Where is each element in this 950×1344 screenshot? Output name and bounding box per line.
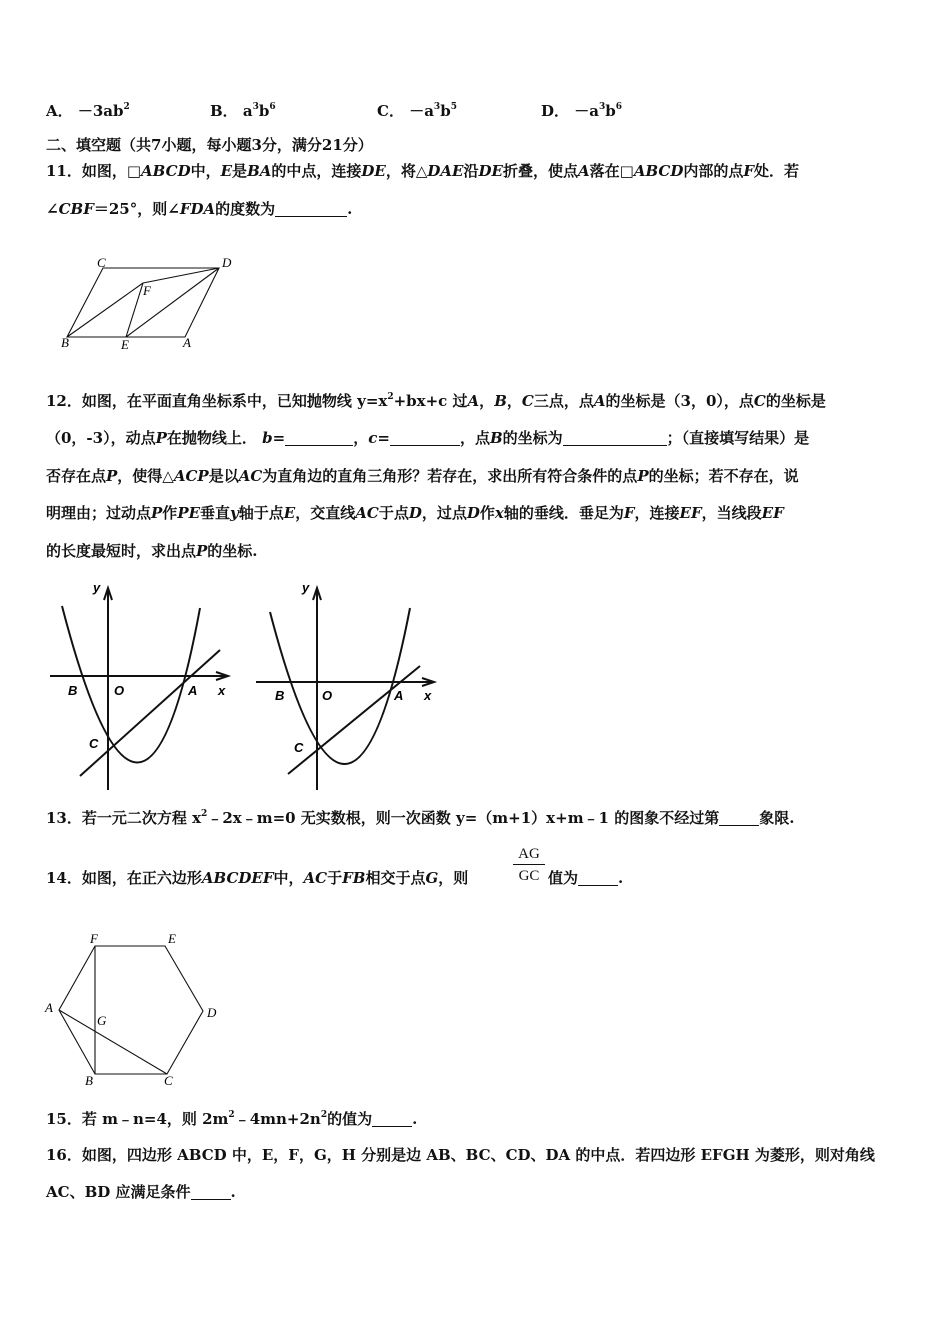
label-f: F: [143, 283, 151, 298]
q12-line1: 12．如图，在平面直角坐标系中，已知抛物线 $y=x^2+bx+c$ 过A，B，C三点，点A的坐标是（3，0），点C的坐标是: [46, 392, 826, 410]
label-c: C: [294, 740, 304, 755]
option-c: C． $-a^3b^5$: [377, 102, 457, 120]
q13-line: 13．若一元二次方程 $x^2﹣2x﹣m=0$ 无实数根，则一次函数 y=（m+1）x+m﹣1 的图象不经过第 象限.: [46, 809, 795, 827]
label-c: C: [164, 1073, 173, 1088]
q14-line-end: 值为 .: [548, 869, 624, 887]
answer-blank[interactable]: [372, 1112, 412, 1127]
option-b: B． $a^3b^6$: [210, 102, 276, 120]
answer-blank-b[interactable]: [285, 431, 353, 446]
label-e: E: [168, 931, 176, 946]
section-heading: 二、填空题（共7小题，每小题3分，满分21分）: [46, 136, 373, 154]
axis-label-y: y: [302, 580, 310, 595]
label-c: C: [97, 255, 106, 270]
axis-label-y: y: [93, 580, 101, 595]
label-b: B: [61, 335, 69, 350]
label-a: A: [45, 1000, 53, 1015]
label-f: F: [90, 931, 98, 946]
parabola-graph-1: [48, 578, 238, 798]
label-b: B: [275, 688, 285, 703]
answer-blank[interactable]: [578, 871, 618, 886]
answer-blank[interactable]: [719, 811, 759, 826]
fraction-ag-gc: $\frac{AG}{GC}$: [513, 844, 545, 887]
label-g: G: [97, 1013, 107, 1028]
option-d: D． $-a^3b^6$: [541, 102, 623, 120]
q12-line2: （0，-3），动点P在抛物线上． b= ，c= ，点B的坐标为 ；（直接填写结果）是: [46, 429, 810, 447]
label-c: C: [89, 736, 99, 751]
q12-line3: 否存在点P，使得△ACP是以AC为直角边的直角三角形？若存在，求出所有符合条件的点P的坐标；若不存在，说: [46, 467, 799, 485]
parallelogram-figure: [55, 254, 245, 354]
label-o: O: [114, 683, 125, 698]
q11-line1: 11．如图，□ABCD中，E是BA的中点，连接DE，将△DAE沿DE折叠，使点A落在□ABCD内部的点F处．若: [46, 162, 800, 180]
answer-blank[interactable]: [275, 202, 347, 217]
q16-line2: AC、BD 应满足条件 .: [46, 1183, 236, 1201]
label-b: B: [68, 683, 78, 698]
q15-line: 15．若 m﹣n=4，则 $2m^2﹣4mn+2n^2$的值为 .: [46, 1110, 418, 1128]
q14-line: 14．如图，在正六边形ABCDEF中，AC于FB相交于点G，则: [46, 869, 469, 887]
hexagon-figure: [40, 928, 230, 1090]
label-b: B: [85, 1073, 93, 1088]
answer-blank[interactable]: [191, 1185, 231, 1200]
answer-blank-c[interactable]: [390, 431, 460, 446]
answer-blank-point-b[interactable]: [563, 431, 667, 446]
parabola-graph-2: [254, 578, 444, 798]
q16-line1: 16．如图，四边形 ABCD 中，E，F，G，H 分别是边 AB、BC、CD、DA 的中点．若四边形 EFGH 为菱形，则对角线: [46, 1146, 875, 1164]
label-e: E: [121, 337, 129, 352]
q11-line2: ∠CBF＝25°，则∠FDA的度数为 .: [46, 200, 353, 218]
label-a: A: [188, 683, 198, 698]
q12-line4: 明理由；过动点P作PE垂直y轴于点E，交直线AC于点D，过点D作x轴的垂线．垂足为F，连接EF，当线段EF: [46, 504, 784, 522]
option-a: A． $-3ab^2$: [46, 102, 130, 120]
label-o: O: [322, 688, 333, 703]
axis-label-x: x: [218, 683, 226, 698]
label-d: D: [207, 1005, 217, 1020]
axis-label-x: x: [424, 688, 432, 703]
label-d: D: [222, 255, 232, 270]
label-a: A: [394, 688, 404, 703]
label-a: A: [183, 335, 191, 350]
q12-line5: 的长度最短时，求出点P的坐标.: [46, 542, 258, 560]
